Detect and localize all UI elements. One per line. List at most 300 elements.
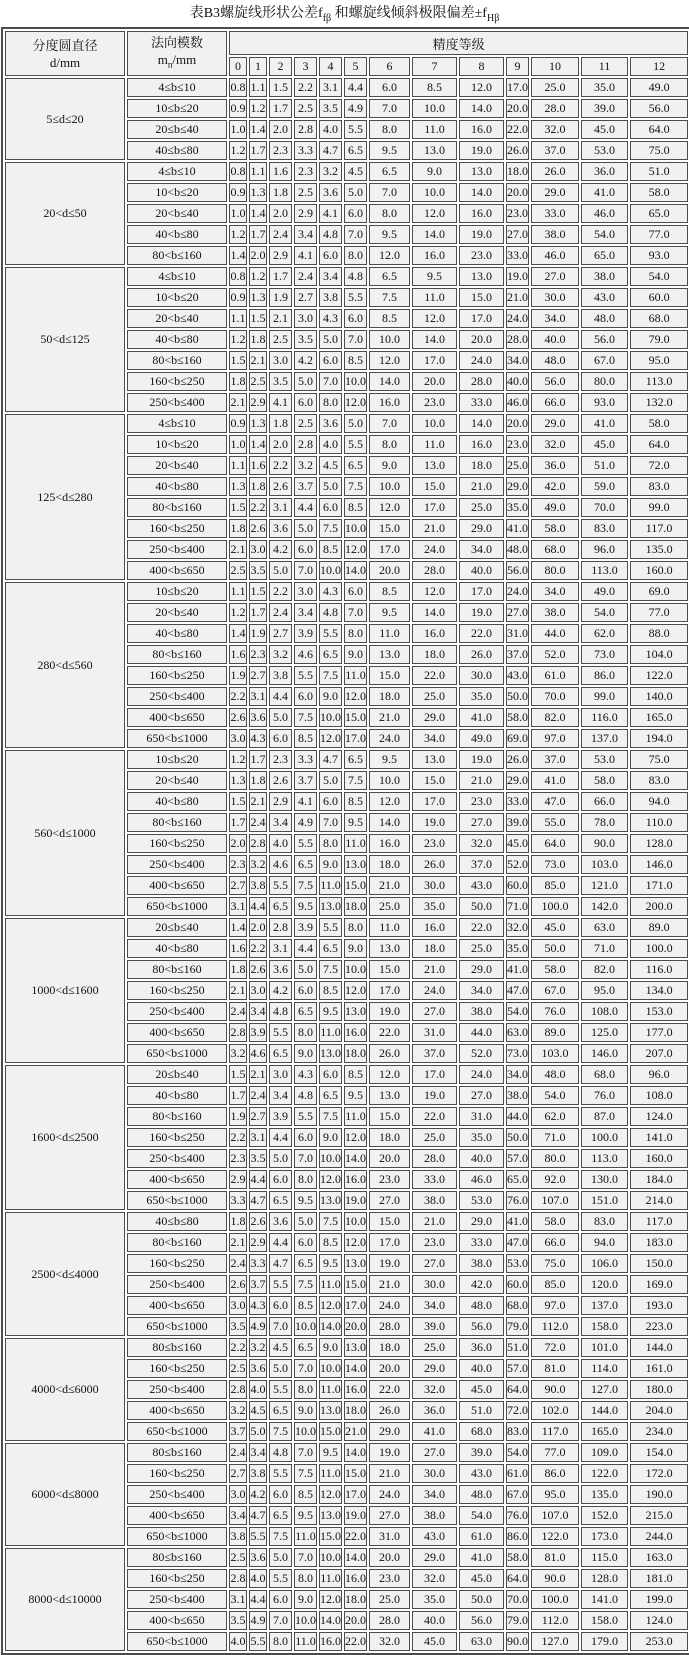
tolerance-value-cell: 5.5	[319, 918, 342, 937]
tolerance-value-cell: 4.4	[344, 78, 367, 97]
tolerance-value-cell: 8.5	[369, 309, 410, 328]
tolerance-value-cell: 3.8	[229, 1527, 247, 1546]
tolerance-value-cell: 122.0	[531, 1527, 579, 1546]
tolerance-value-cell: 2.0	[269, 120, 292, 139]
tolerance-value-cell: 172.0	[630, 1464, 688, 1483]
tolerance-value-cell: 56.0	[459, 1611, 504, 1630]
tolerance-value-cell: 6.0	[319, 246, 342, 265]
tolerance-value-cell: 116.0	[630, 960, 688, 979]
tolerance-value-cell: 11.0	[412, 435, 457, 454]
tolerance-value-cell: 4.7	[319, 141, 342, 160]
title-subscript-1: fβ	[322, 12, 332, 24]
tolerance-value-cell: 29.0	[412, 708, 457, 727]
tolerance-value-cell: 51.0	[630, 162, 688, 181]
tolerance-value-cell: 3.0	[269, 351, 292, 370]
facewidth-range-cell: 10≤b≤20	[127, 99, 227, 118]
tolerance-value-cell: 3.4	[229, 1506, 247, 1525]
tolerance-value-cell: 116.0	[581, 708, 628, 727]
tolerance-value-cell: 2.9	[249, 393, 267, 412]
tolerance-value-cell: 95.0	[581, 981, 628, 1000]
tolerance-value-cell: 25.0	[369, 1590, 410, 1609]
tolerance-value-cell: 5.0	[269, 1359, 292, 1378]
tolerance-value-cell: 48.0	[459, 1296, 504, 1315]
tolerance-value-cell: 6.5	[294, 1254, 317, 1273]
grade-col-2: 2	[269, 57, 292, 76]
tolerance-value-cell: 41.0	[459, 1548, 504, 1567]
tolerance-value-cell: 13.0	[369, 1086, 410, 1105]
tolerance-value-cell: 137.0	[581, 1296, 628, 1315]
tolerance-value-cell: 38.0	[412, 1506, 457, 1525]
tolerance-value-cell: 113.0	[581, 1149, 628, 1168]
facewidth-range-cell: 250<b≤400	[127, 1149, 227, 1168]
tolerance-value-cell: 29.0	[412, 1359, 457, 1378]
tolerance-value-cell: 3.6	[319, 414, 342, 433]
tolerance-value-cell: 12.0	[319, 1296, 342, 1315]
tolerance-value-cell: 7.5	[294, 1275, 317, 1294]
tolerance-value-cell: 3.0	[294, 309, 317, 328]
tolerance-value-cell: 3.4	[249, 1443, 267, 1462]
tolerance-value-cell: 89.0	[531, 1023, 579, 1042]
tolerance-value-cell: 18.0	[412, 645, 457, 664]
facewidth-range-cell: 400<b≤650	[127, 1023, 227, 1042]
tolerance-value-cell: 4.2	[269, 540, 292, 559]
tolerance-value-cell: 3.2	[249, 1338, 267, 1357]
tolerance-value-cell: 28.0	[369, 1611, 410, 1630]
tolerance-value-cell: 54.0	[506, 1002, 529, 1021]
tolerance-value-cell: 15.0	[369, 1212, 410, 1231]
tolerance-value-cell: 3.0	[249, 981, 267, 1000]
tolerance-value-cell: 64.0	[531, 834, 579, 853]
tolerance-value-cell: 8.0	[294, 1023, 317, 1042]
tolerance-value-cell: 2.5	[249, 372, 267, 391]
tolerance-value-cell: 29.0	[506, 477, 529, 496]
facewidth-range-cell: 40<b≤80	[127, 624, 227, 643]
tolerance-value-cell: 7.0	[369, 183, 410, 202]
tolerance-value-cell: 57.0	[506, 1149, 529, 1168]
tolerance-value-cell: 3.4	[294, 603, 317, 622]
tolerance-value-cell: 62.0	[581, 624, 628, 643]
tolerance-value-cell: 11.0	[319, 1023, 342, 1042]
tolerance-value-cell: 5.0	[344, 414, 367, 433]
tolerance-value-cell: 17.0	[506, 78, 529, 97]
tolerance-value-cell: 7.0	[369, 414, 410, 433]
grade-col-3: 3	[294, 57, 317, 76]
tolerance-value-cell: 2.6	[229, 708, 247, 727]
tolerance-value-cell: 13.0	[344, 1254, 367, 1273]
header-normal-module	[127, 31, 227, 76]
tolerance-value-cell: 9.0	[319, 855, 342, 874]
tolerance-value-cell: 3.1	[249, 1128, 267, 1147]
tolerance-value-cell: 5.0	[269, 1548, 292, 1567]
tolerance-value-cell: 184.0	[630, 1170, 688, 1189]
tolerance-value-cell: 85.0	[531, 876, 579, 895]
tolerance-value-cell: 1.4	[229, 624, 247, 643]
tolerance-value-cell: 2.0	[269, 204, 292, 223]
tolerance-value-cell: 45.0	[459, 1569, 504, 1588]
tolerance-value-cell: 7.0	[344, 330, 367, 349]
tolerance-value-cell: 68.0	[581, 1065, 628, 1084]
tolerance-value-cell: 3.7	[229, 1422, 247, 1441]
tolerance-value-cell: 3.2	[229, 1401, 247, 1420]
tolerance-value-cell: 4.3	[319, 309, 342, 328]
tolerance-value-cell: 3.5	[269, 372, 292, 391]
tolerance-value-cell: 20.0	[369, 1548, 410, 1567]
facewidth-range-cell: 650<b≤1000	[127, 729, 227, 748]
tolerance-value-cell: 9.5	[369, 141, 410, 160]
tolerance-value-cell: 29.0	[459, 1212, 504, 1231]
tolerance-value-cell: 5.5	[269, 876, 292, 895]
tolerance-value-cell: 12.0	[319, 729, 342, 748]
tolerance-value-cell: 1.7	[249, 603, 267, 622]
tolerance-value-cell: 72.0	[506, 1401, 529, 1420]
tolerance-value-cell: 16.0	[459, 435, 504, 454]
facewidth-range-cell: 80≤b≤160	[127, 1338, 227, 1357]
tolerance-value-cell: 2.5	[229, 1359, 247, 1378]
tolerance-value-cell: 3.5	[229, 1611, 247, 1630]
tolerance-value-cell: 2.0	[249, 918, 267, 937]
tolerance-value-cell: 4.3	[294, 1065, 317, 1084]
tolerance-value-cell: 4.4	[249, 1170, 267, 1189]
facewidth-range-cell: 650<b≤1000	[127, 1317, 227, 1336]
tolerance-value-cell: 17.0	[459, 582, 504, 601]
tolerance-value-cell: 15.0	[369, 1107, 410, 1126]
tolerance-value-cell: 2.6	[249, 1212, 267, 1231]
tolerance-value-cell: 190.0	[630, 1485, 688, 1504]
tolerance-value-cell: 26.0	[459, 645, 504, 664]
tolerance-value-cell: 0.8	[229, 267, 247, 286]
tolerance-value-cell: 0.9	[229, 288, 247, 307]
tolerance-value-cell: 54.0	[506, 1443, 529, 1462]
tolerance-value-cell: 11.0	[412, 120, 457, 139]
tolerance-value-cell: 28.0	[369, 1317, 410, 1336]
tolerance-value-cell: 35.0	[412, 897, 457, 916]
tolerance-value-cell: 102.0	[531, 1401, 579, 1420]
tolerance-value-cell: 17.0	[344, 1485, 367, 1504]
tolerance-value-cell: 8.5	[319, 981, 342, 1000]
tolerance-value-cell: 17.0	[459, 309, 504, 328]
tolerance-value-cell: 34.0	[412, 1296, 457, 1315]
tolerance-value-cell: 4.2	[249, 1485, 267, 1504]
tolerance-value-cell: 1.3	[249, 414, 267, 433]
facewidth-range-cell: 80<b≤160	[127, 498, 227, 517]
tolerance-value-cell: 81.0	[531, 1359, 579, 1378]
tolerance-value-cell: 32.0	[506, 918, 529, 937]
tolerance-value-cell: 1.4	[229, 918, 247, 937]
tolerance-value-cell: 23.0	[412, 1233, 457, 1252]
tolerance-value-cell: 16.0	[344, 1380, 367, 1399]
facewidth-range-cell: 20≤b≤40	[127, 1065, 227, 1084]
tolerance-value-cell: 4.5	[319, 456, 342, 475]
header-pitch-diameter-unit: d/mm	[49, 54, 81, 70]
tolerance-value-cell: 8.0	[369, 435, 410, 454]
tolerance-value-cell: 6.0	[319, 498, 342, 517]
tolerance-value-cell: 9.5	[369, 750, 410, 769]
tolerance-value-cell: 27.0	[412, 1443, 457, 1462]
facewidth-range-cell: 40<b≤80	[127, 477, 227, 496]
tolerance-value-cell: 1.7	[249, 225, 267, 244]
tolerance-value-cell: 0.9	[229, 99, 247, 118]
tolerance-value-cell: 2.3	[294, 162, 317, 181]
facewidth-range-cell: 40≤b≤80	[127, 1212, 227, 1231]
tolerance-value-cell: 73.0	[531, 855, 579, 874]
tolerance-value-cell: 18.0	[369, 1128, 410, 1147]
tolerance-value-cell: 5.0	[344, 183, 367, 202]
tolerance-value-cell: 56.0	[506, 561, 529, 580]
tolerance-value-cell: 34.0	[531, 309, 579, 328]
tolerance-value-cell: 19.0	[369, 1002, 410, 1021]
tolerance-value-cell: 29.0	[506, 771, 529, 790]
tolerance-value-cell: 6.5	[294, 1338, 317, 1357]
tolerance-value-cell: 21.0	[459, 477, 504, 496]
tolerance-value-cell: 60.0	[506, 876, 529, 895]
tolerance-value-cell: 21.0	[412, 960, 457, 979]
tolerance-value-cell: 20.0	[412, 372, 457, 391]
facewidth-range-cell: 20<b≤40	[127, 204, 227, 223]
tolerance-value-cell: 6.5	[269, 1191, 292, 1210]
tolerance-value-cell: 9.5	[294, 1191, 317, 1210]
tolerance-value-cell: 47.0	[506, 1233, 529, 1252]
tolerance-value-cell: 16.0	[369, 393, 410, 412]
tolerance-value-cell: 20.0	[506, 99, 529, 118]
tolerance-value-cell: 10.0	[344, 372, 367, 391]
tolerance-value-cell: 1.7	[229, 813, 247, 832]
tolerance-value-cell: 6.0	[294, 981, 317, 1000]
grade-col-6: 6	[369, 57, 410, 76]
tolerance-value-cell: 58.0	[506, 1548, 529, 1567]
tolerance-value-cell: 29.0	[531, 414, 579, 433]
tolerance-value-cell: 4.2	[269, 981, 292, 1000]
tolerance-value-cell: 6.0	[319, 351, 342, 370]
tolerance-value-cell: 2.3	[269, 750, 292, 769]
tolerance-value-cell: 8.0	[269, 1632, 292, 1651]
tolerance-value-cell: 3.3	[249, 1254, 267, 1273]
tolerance-value-cell: 3.0	[249, 540, 267, 559]
tolerance-value-cell: 21.0	[369, 708, 410, 727]
tolerance-value-cell: 78.0	[581, 813, 628, 832]
tolerance-value-cell: 21.0	[412, 1212, 457, 1231]
facewidth-range-cell: 160<b≤250	[127, 834, 227, 853]
facewidth-range-cell: 80<b≤160	[127, 246, 227, 265]
tolerance-value-cell: 153.0	[630, 1002, 688, 1021]
tolerance-value-cell: 27.0	[459, 813, 504, 832]
tolerance-value-cell: 193.0	[630, 1296, 688, 1315]
tolerance-value-cell: 2.8	[294, 120, 317, 139]
facewidth-range-cell: 20<b≤40	[127, 771, 227, 790]
tolerance-value-cell: 24.0	[506, 582, 529, 601]
tolerance-value-cell: 54.0	[531, 1086, 579, 1105]
tolerance-value-cell: 16.0	[344, 1023, 367, 1042]
tolerance-value-cell: 4.5	[344, 162, 367, 181]
tolerance-value-cell: 75.0	[531, 1254, 579, 1273]
tolerance-value-cell: 101.0	[581, 1338, 628, 1357]
tolerance-value-cell: 90.0	[531, 1380, 579, 1399]
tolerance-value-cell: 17.0	[369, 1233, 410, 1252]
facewidth-range-cell: 80≤b≤160	[127, 1548, 227, 1567]
tolerance-value-cell: 50.0	[459, 897, 504, 916]
tolerance-value-cell: 3.5	[294, 330, 317, 349]
tolerance-value-cell: 33.0	[412, 1170, 457, 1189]
tolerance-value-cell: 85.0	[531, 1275, 579, 1294]
facewidth-range-cell: 400<b≤650	[127, 1611, 227, 1630]
tolerance-value-cell: 99.0	[630, 498, 688, 517]
table-row	[5, 1065, 688, 1084]
tolerance-value-cell: 4.4	[269, 1233, 292, 1252]
facewidth-range-cell: 650<b≤1000	[127, 1527, 227, 1546]
tolerance-value-cell: 3.0	[229, 729, 247, 748]
tolerance-value-cell: 120.0	[581, 1275, 628, 1294]
tolerance-value-cell: 40.0	[531, 330, 579, 349]
tolerance-value-cell: 93.0	[630, 246, 688, 265]
tolerance-value-cell: 8.5	[294, 1485, 317, 1504]
tolerance-value-cell: 52.0	[459, 1044, 504, 1063]
tolerance-value-cell: 20.0	[459, 330, 504, 349]
tolerance-value-cell: 4.4	[294, 939, 317, 958]
tolerance-value-cell: 0.8	[229, 162, 247, 181]
tolerance-value-cell: 53.0	[581, 750, 628, 769]
tolerance-value-cell: 30.0	[412, 1464, 457, 1483]
tolerance-value-cell: 122.0	[630, 666, 688, 685]
tolerance-value-cell: 6.5	[319, 1086, 342, 1105]
tolerance-value-cell: 158.0	[581, 1611, 628, 1630]
tolerance-value-cell: 135.0	[581, 1485, 628, 1504]
facewidth-range-cell: 250<b≤400	[127, 1002, 227, 1021]
tolerance-value-cell: 10.0	[294, 1317, 317, 1336]
facewidth-range-cell: 160<b≤250	[127, 519, 227, 538]
tolerance-value-cell: 1.8	[229, 1212, 247, 1231]
tolerance-value-cell: 8.0	[344, 918, 367, 937]
tolerance-value-cell: 3.2	[319, 162, 342, 181]
facewidth-range-cell: 80<b≤160	[127, 645, 227, 664]
tolerance-value-cell: 2.2	[229, 1338, 247, 1357]
tolerance-value-cell: 2.4	[229, 1254, 247, 1273]
tolerance-value-cell: 1.8	[269, 183, 292, 202]
tolerance-value-cell: 47.0	[506, 981, 529, 1000]
tolerance-value-cell: 5.5	[344, 435, 367, 454]
tolerance-value-cell: 4.6	[249, 1044, 267, 1063]
tolerance-value-cell: 8.5	[294, 1296, 317, 1315]
tolerance-value-cell: 3.2	[249, 855, 267, 874]
tolerance-value-cell: 83.0	[581, 519, 628, 538]
tolerance-value-cell: 223.0	[630, 1317, 688, 1336]
tolerance-value-cell: 11.0	[319, 1569, 342, 1588]
tolerance-value-cell: 9.0	[344, 645, 367, 664]
tolerance-value-cell: 5.5	[249, 1632, 267, 1651]
tolerance-value-cell: 35.0	[459, 1128, 504, 1147]
tolerance-value-cell: 1.0	[229, 204, 247, 223]
tolerance-value-cell: 1.8	[249, 477, 267, 496]
tolerance-value-cell: 5.0	[294, 372, 317, 391]
tolerance-value-cell: 53.0	[459, 1191, 504, 1210]
tolerance-value-cell: 10.0	[412, 99, 457, 118]
tolerance-value-cell: 61.0	[506, 1464, 529, 1483]
tolerance-value-cell: 77.0	[630, 225, 688, 244]
tolerance-value-cell: 3.1	[269, 498, 292, 517]
tolerance-value-cell: 58.0	[630, 414, 688, 433]
tolerance-value-cell: 22.0	[369, 1023, 410, 1042]
tolerance-value-cell: 1.8	[249, 330, 267, 349]
tolerance-value-cell: 48.0	[531, 1065, 579, 1084]
facewidth-range-cell: 4≤b≤10	[127, 414, 227, 433]
tolerance-value-cell: 38.0	[581, 267, 628, 286]
tolerance-value-cell: 67.0	[531, 981, 579, 1000]
facewidth-range-cell: 20<b≤40	[127, 456, 227, 475]
tolerance-value-cell: 6.0	[294, 1128, 317, 1147]
tolerance-value-cell: 1.7	[249, 750, 267, 769]
grade-col-0: 0	[229, 57, 247, 76]
tolerance-value-cell: 7.5	[269, 1422, 292, 1441]
tolerance-value-cell: 97.0	[531, 729, 579, 748]
table-body	[5, 78, 688, 1651]
tolerance-value-cell: 1.9	[229, 1107, 247, 1126]
tolerance-value-cell: 10.0	[319, 561, 342, 580]
tolerance-value-cell: 121.0	[581, 876, 628, 895]
tolerance-value-cell: 106.0	[581, 1254, 628, 1273]
tolerance-value-cell: 15.0	[369, 960, 410, 979]
tolerance-value-cell: 11.0	[344, 834, 367, 853]
tolerance-value-cell: 1.5	[249, 582, 267, 601]
tolerance-value-cell: 8.5	[319, 540, 342, 559]
tolerance-value-cell: 14.0	[319, 1317, 342, 1336]
tolerance-value-cell: 23.0	[506, 435, 529, 454]
table-row	[5, 582, 688, 601]
tolerance-value-cell: 21.0	[369, 876, 410, 895]
table-row	[5, 1443, 688, 1462]
tolerance-value-cell: 3.9	[269, 1107, 292, 1126]
tolerance-value-cell: 33.0	[506, 792, 529, 811]
tolerance-value-cell: 4.6	[294, 645, 317, 664]
tolerance-value-cell: 2.4	[269, 225, 292, 244]
tolerance-value-cell: 2.1	[229, 540, 247, 559]
tolerance-value-cell: 11.0	[369, 624, 410, 643]
tolerance-value-cell: 4.8	[269, 1443, 292, 1462]
tolerance-value-cell: 7.0	[294, 561, 317, 580]
tolerance-value-cell: 56.0	[459, 1317, 504, 1336]
tolerance-value-cell: 46.0	[581, 204, 628, 223]
tolerance-value-cell: 19.0	[459, 225, 504, 244]
tolerance-value-cell: 1.3	[229, 771, 247, 790]
tolerance-value-cell: 3.5	[249, 561, 267, 580]
tolerance-value-cell: 1.5	[229, 1065, 247, 1084]
tolerance-value-cell: 8.5	[412, 78, 457, 97]
facewidth-range-cell: 40<b≤80	[127, 939, 227, 958]
tolerance-value-cell: 39.0	[412, 1317, 457, 1336]
tolerance-value-cell: 6.0	[319, 792, 342, 811]
tolerance-value-cell: 2.2	[249, 498, 267, 517]
tolerance-value-cell: 3.0	[294, 582, 317, 601]
tolerance-value-cell: 64.0	[630, 435, 688, 454]
tolerance-value-cell: 79.0	[630, 330, 688, 349]
tolerance-value-cell: 3.7	[249, 1275, 267, 1294]
tolerance-value-cell: 1.7	[229, 1086, 247, 1105]
tolerance-value-cell: 12.0	[369, 351, 410, 370]
tolerance-value-cell: 18.0	[369, 1338, 410, 1357]
tolerance-value-cell: 10.0	[319, 1149, 342, 1168]
tolerance-value-cell: 58.0	[531, 519, 579, 538]
tolerance-value-cell: 3.4	[319, 267, 342, 286]
tolerance-value-cell: 14.0	[344, 1359, 367, 1378]
tolerance-value-cell: 90.0	[506, 1632, 529, 1651]
tolerance-value-cell: 34.0	[412, 729, 457, 748]
tolerance-value-cell: 15.0	[344, 1275, 367, 1294]
tolerance-value-cell: 53.0	[506, 1254, 529, 1273]
tolerance-value-cell: 14.0	[412, 603, 457, 622]
tolerance-value-cell: 7.5	[294, 708, 317, 727]
tolerance-value-cell: 6.5	[344, 141, 367, 160]
tolerance-value-cell: 43.0	[581, 288, 628, 307]
tolerance-value-cell: 20.0	[344, 1317, 367, 1336]
tolerance-value-cell: 152.0	[581, 1506, 628, 1525]
tolerance-value-cell: 40.0	[459, 561, 504, 580]
